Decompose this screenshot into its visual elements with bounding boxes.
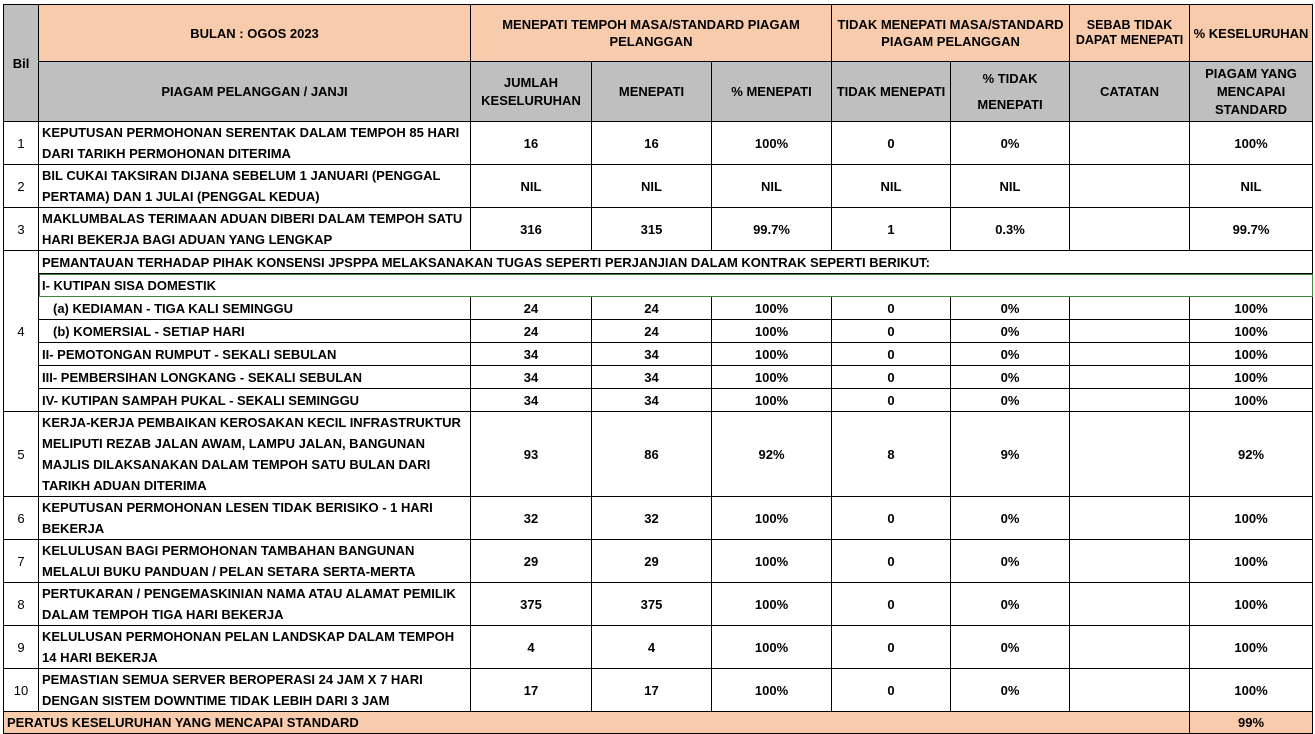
jumlah-cell: 93 — [471, 412, 592, 497]
row-number: 4 — [4, 251, 39, 412]
catatan-cell — [1070, 412, 1190, 497]
jumlah-cell: NIL — [471, 165, 592, 208]
tidak-menepati-cell: 1 — [832, 208, 951, 251]
row-description: BIL CUKAI TAKSIRAN DIJANA SEBELUM 1 JANUARI (PENGGAL PERTAMA) DAN 1 JULAI (PENGGAL KEDUA) — [39, 165, 471, 208]
row4-item-description: (a) KEDIAMAN - TIGA KALI SEMINGGU — [39, 297, 471, 320]
pct-menepati-cell: 92% — [712, 412, 832, 497]
row-description: PERTUKARAN / PENGEMASKINIAN NAMA ATAU ALAMAT PEMILIK DALAM TEMPOH TIGA HARI BEKERJA — [39, 583, 471, 626]
pct-total-cell: 100% — [1190, 320, 1313, 343]
table-row — [4, 165, 1313, 208]
tidak-menepati-header: TIDAK MENEPATI — [832, 62, 951, 122]
jumlah-cell: 316 — [471, 208, 592, 251]
pct-tidak-menepati-cell: 0% — [951, 389, 1070, 412]
row-description: MAKLUMBALAS TERIMAAN ADUAN DIBERI DALAM TEMPOH SATU HARI BEKERJA BAGI ADUAN YANG LENGKAP — [39, 208, 471, 251]
pct-menepati-cell: 99.7% — [712, 208, 832, 251]
pct-total-cell: 100% — [1190, 626, 1313, 669]
tidak-menepati-cell: 0 — [832, 540, 951, 583]
pct-menepati-cell: 100% — [712, 297, 832, 320]
row4-title: PEMANTAUAN TERHADAP PIHAK KONSENSI JPSPPA MELAKSANAKAN TUGAS SEPERTI PERJANJIAN DALAM KONTRAK SEPERTI BERIKUT: — [39, 251, 1313, 274]
sebab-header: SEBAB TIDAK DAPAT MENEPATI — [1070, 5, 1190, 62]
catatan-cell — [1070, 389, 1190, 412]
catatan-header: CATATAN — [1070, 62, 1190, 122]
table-row — [4, 540, 1313, 583]
pct-keseluruhan-header: % KESELURUHAN — [1190, 5, 1313, 62]
table-row — [4, 669, 1313, 712]
pct-tidak-menepati-cell: 0% — [951, 669, 1070, 712]
pct-total-cell: 100% — [1190, 343, 1313, 366]
pct-total-cell: 100% — [1190, 389, 1313, 412]
catatan-cell — [1070, 297, 1190, 320]
pct-tidak-menepati-cell: 0% — [951, 366, 1070, 389]
pct-tidak-menepati-cell: 9% — [951, 412, 1070, 497]
tidak-menepati-cell: 0 — [832, 297, 951, 320]
catatan-cell — [1070, 343, 1190, 366]
catatan-cell — [1070, 165, 1190, 208]
pct-menepati-cell: 100% — [712, 583, 832, 626]
table-row — [4, 412, 1313, 497]
row-number: 5 — [4, 412, 39, 497]
pct-total-cell: 100% — [1190, 540, 1313, 583]
row4-item-row — [4, 343, 1313, 366]
catatan-cell — [1070, 540, 1190, 583]
footer-label: PERATUS KESELURUHAN YANG MENCAPAI STANDARD — [4, 712, 1190, 734]
row4-section-row — [4, 274, 1313, 297]
table-row — [4, 497, 1313, 540]
row4-item-description: (b) KOMERSIAL - SETIAP HARI — [39, 320, 471, 343]
pct-total-cell: 99.7% — [1190, 208, 1313, 251]
jumlah-cell: 24 — [471, 320, 592, 343]
table-row — [4, 583, 1313, 626]
menepati-cell: 29 — [592, 540, 712, 583]
row-number: 2 — [4, 165, 39, 208]
pct-total-cell: 100% — [1190, 583, 1313, 626]
tidak-menepati-cell: 0 — [832, 366, 951, 389]
row4-title-row — [4, 251, 1313, 274]
bil-header: Bil — [4, 5, 39, 122]
menepati-cell: 34 — [592, 389, 712, 412]
menepati-cell: 375 — [592, 583, 712, 626]
menepati-cell: 32 — [592, 497, 712, 540]
pct-total-cell: 100% — [1190, 297, 1313, 320]
pct-menepati-cell: 100% — [712, 540, 832, 583]
pct-total-cell: 100% — [1190, 122, 1313, 165]
pct-tidak-menepati-cell: 0% — [951, 626, 1070, 669]
pct-tidak-menepati-cell: 0% — [951, 540, 1070, 583]
row-number: 10 — [4, 669, 39, 712]
group-tidak-menepati-header: TIDAK MENEPATI MASA/STANDARD PIAGAM PELANGGAN — [832, 5, 1070, 62]
catatan-cell — [1070, 366, 1190, 389]
row-description: KELULUSAN PERMOHONAN PELAN LANDSKAP DALAM TEMPOH 14 HARI BEKERJA — [39, 626, 471, 669]
row4-item-description: II- PEMOTONGAN RUMPUT - SEKALI SEBULAN — [39, 343, 471, 366]
footer-row — [4, 712, 1313, 734]
tidak-menepati-cell: 0 — [832, 122, 951, 165]
menepati-cell: 4 — [592, 626, 712, 669]
tidak-menepati-cell: 0 — [832, 343, 951, 366]
menepati-header: MENEPATI — [592, 62, 712, 122]
pct-tidak-menepati-cell: 0% — [951, 343, 1070, 366]
pct-total-cell: NIL — [1190, 165, 1313, 208]
tidak-menepati-cell: 0 — [832, 583, 951, 626]
jumlah-cell: 16 — [471, 122, 592, 165]
row-description: KERJA-KERJA PEMBAIKAN KEROSAKAN KECIL INFRASTRUKTUR MELIPUTI REZAB JALAN AWAM, LAMPU JALAN, BANGUNAN MAJLIS DILAKSANAKAN DALAM TEMPOH SATU BULAN DARI TARIKH ADUAN DITERIMA — [39, 412, 471, 497]
row-description: KEPUTUSAN PERMOHONAN SERENTAK DALAM TEMPOH 85 HARI DARI TARIKH PERMOHONAN DITERIMA — [39, 122, 471, 165]
jumlah-cell: 34 — [471, 389, 592, 412]
jumlah-cell: 29 — [471, 540, 592, 583]
tidak-menepati-cell: NIL — [832, 165, 951, 208]
row-number: 6 — [4, 497, 39, 540]
row4-item-row — [4, 389, 1313, 412]
pct-menepati-cell: 100% — [712, 122, 832, 165]
pct-tidak-menepati-cell: 0% — [951, 583, 1070, 626]
row4-item-description: IV- KUTIPAN SAMPAH PUKAL - SEKALI SEMINGGU — [39, 389, 471, 412]
piagam-standard-header: PIAGAM YANG MENCAPAI STANDARD — [1190, 62, 1313, 122]
jumlah-header: JUMLAH KESELURUHAN — [471, 62, 592, 122]
table-row — [4, 208, 1313, 251]
group-menepati-header: MENEPATI TEMPOH MASA/STANDARD PIAGAM PELANGGAN — [471, 5, 832, 62]
row-description: PEMASTIAN SEMUA SERVER BEROPERASI 24 JAM X 7 HARI DENGAN SISTEM DOWNTIME TIDAK LEBIH DARI 3 JAM — [39, 669, 471, 712]
menepati-cell: 17 — [592, 669, 712, 712]
pct-tidak-menepati-cell: 0% — [951, 122, 1070, 165]
row4-item-description: III- PEMBERSIHAN LONGKANG - SEKALI SEBULAN — [39, 366, 471, 389]
pct-tidak-menepati-cell: 0% — [951, 320, 1070, 343]
pct-total-cell: 100% — [1190, 497, 1313, 540]
catatan-cell — [1070, 626, 1190, 669]
menepati-cell: 24 — [592, 297, 712, 320]
piagam-header: PIAGAM PELANGGAN / JANJI — [39, 62, 471, 122]
menepati-cell: 315 — [592, 208, 712, 251]
header-row-2 — [4, 62, 1313, 122]
row-number: 1 — [4, 122, 39, 165]
jumlah-cell: 34 — [471, 366, 592, 389]
jumlah-cell: 17 — [471, 669, 592, 712]
tidak-menepati-cell: 0 — [832, 497, 951, 540]
pct-menepati-cell: 100% — [712, 343, 832, 366]
row-description: KELULUSAN BAGI PERMOHONAN TAMBAHAN BANGUNAN MELALUI BUKU PANDUAN / PELAN SETARA SERTA-MERTA — [39, 540, 471, 583]
menepati-cell: 86 — [592, 412, 712, 497]
footer-value: 99% — [1190, 712, 1313, 734]
row4-item-row — [4, 297, 1313, 320]
menepati-cell: NIL — [592, 165, 712, 208]
charter-table — [3, 4, 1313, 734]
tidak-menepati-cell: 0 — [832, 669, 951, 712]
pct-total-cell: 100% — [1190, 669, 1313, 712]
pct-menepati-cell: 100% — [712, 320, 832, 343]
catatan-cell — [1070, 208, 1190, 251]
catatan-cell — [1070, 583, 1190, 626]
pct-tidak-menepati-cell: 0.3% — [951, 208, 1070, 251]
catatan-cell — [1070, 669, 1190, 712]
row-number: 9 — [4, 626, 39, 669]
pct-menepati-cell: 100% — [712, 669, 832, 712]
pct-tidak-menepati-cell: 0% — [951, 297, 1070, 320]
pct-menepati-cell: 100% — [712, 389, 832, 412]
tidak-menepati-cell: 0 — [832, 626, 951, 669]
pct-menepati-cell: 100% — [712, 497, 832, 540]
row-number: 8 — [4, 583, 39, 626]
tidak-menepati-cell: 0 — [832, 389, 951, 412]
jumlah-cell: 24 — [471, 297, 592, 320]
menepati-cell: 34 — [592, 343, 712, 366]
bulan-header: BULAN : OGOS 2023 — [39, 5, 471, 62]
pct-menepati-header: % MENEPATI — [712, 62, 832, 122]
row4-item-row — [4, 320, 1313, 343]
menepati-cell: 16 — [592, 122, 712, 165]
menepati-cell: 24 — [592, 320, 712, 343]
pct-total-cell: 92% — [1190, 412, 1313, 497]
row4-item-row — [4, 366, 1313, 389]
pct-menepati-cell: NIL — [712, 165, 832, 208]
row-number: 7 — [4, 540, 39, 583]
menepati-cell: 34 — [592, 366, 712, 389]
jumlah-cell: 4 — [471, 626, 592, 669]
table-row — [4, 626, 1313, 669]
pct-menepati-cell: 100% — [712, 626, 832, 669]
row-description: KEPUTUSAN PERMOHONAN LESEN TIDAK BERISIKO - 1 HARI BEKERJA — [39, 497, 471, 540]
jumlah-cell: 34 — [471, 343, 592, 366]
table-row — [4, 122, 1313, 165]
row-number: 3 — [4, 208, 39, 251]
pct-tidak-menepati-header: % TIDAK MENEPATI — [951, 62, 1070, 122]
pct-menepati-cell: 100% — [712, 366, 832, 389]
pct-total-cell: 100% — [1190, 366, 1313, 389]
pct-tidak-menepati-cell: 0% — [951, 497, 1070, 540]
jumlah-cell: 375 — [471, 583, 592, 626]
header-row-1 — [4, 5, 1313, 62]
catatan-cell — [1070, 497, 1190, 540]
catatan-cell — [1070, 122, 1190, 165]
catatan-cell — [1070, 320, 1190, 343]
jumlah-cell: 32 — [471, 497, 592, 540]
row4-section: I- KUTIPAN SISA DOMESTIK — [39, 274, 1313, 297]
pct-tidak-menepati-cell: NIL — [951, 165, 1070, 208]
tidak-menepati-cell: 0 — [832, 320, 951, 343]
tidak-menepati-cell: 8 — [832, 412, 951, 497]
